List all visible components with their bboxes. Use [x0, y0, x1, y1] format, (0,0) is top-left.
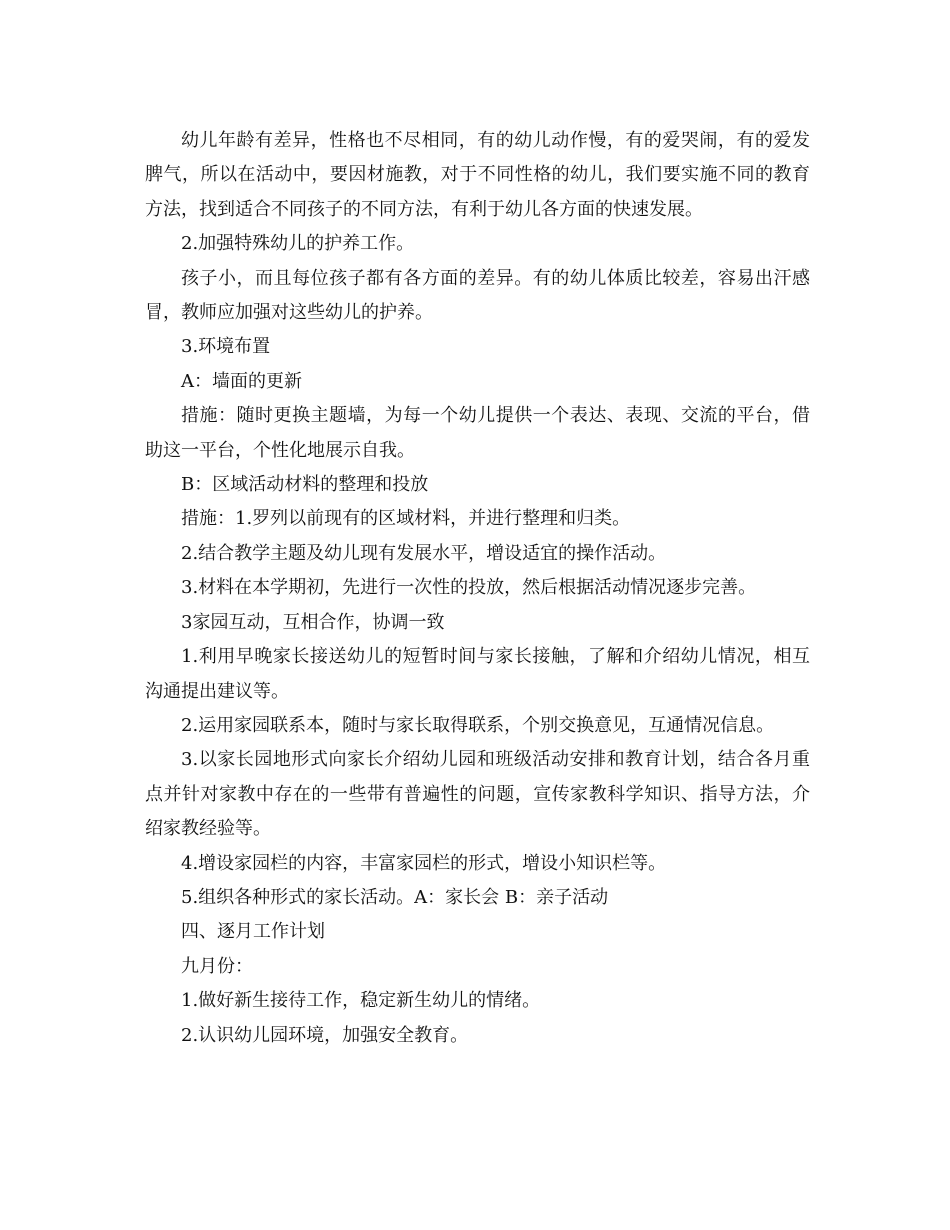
paragraph: 幼儿年龄有差异，性格也不尽相同，有的幼儿动作慢，有的爱哭闹，有的爱发脾气，所以在活动中，要因材施教，对于不同性格的幼儿，我们要实施不同的教育方法，找到适合不同孩子的不同方法，有利于幼儿各方面的快速发展。 [145, 130, 810, 220]
paragraph: 3.环境布置 [181, 336, 271, 358]
paragraph: 1.做好新生接待工作，稳定新生幼儿的情绪。 [181, 990, 541, 1012]
paragraph: 3.材料在本学期初，先进行一次性的投放，然后根据活动情况逐步完善。 [181, 577, 757, 599]
paragraph: 3.以家长园地形式向家长介绍幼儿园和班级活动安排和教育计划，结合各月重点并针对家教中存在的一些带有普遍性的问题，宣传家教科学知识、指导方法，介绍家教经验等。 [145, 749, 810, 840]
paragraph: 1.利用早晚家长接送幼儿的短暂时间与家长接触，了解和介绍幼儿情况，相互沟通提出建议等。 [145, 646, 810, 702]
month-heading: 九月份： [181, 955, 253, 977]
paragraph: A：墙面的更新 [181, 370, 302, 392]
paragraph: 2.认识幼儿园环境，加强安全教育。 [181, 1024, 469, 1046]
paragraph: 4.增设家园栏的内容，丰富家园栏的形式，增设小知识栏等。 [181, 852, 667, 874]
paragraph: 措施：1.罗列以前现有的区域材料，并进行整理和归类。 [181, 508, 631, 530]
paragraph: 孩子小，而且每位孩子都有各方面的差异。有的幼儿体质比较差，容易出汗感冒，教师应加强对这些幼儿的护养。 [145, 267, 810, 324]
paragraph: 措施：随时更换主题墙，为每一个幼儿提供一个表达、表现、交流的平台，借助这一平台，个性化地展示自我。 [145, 405, 810, 461]
paragraph: 2.加强特殊幼儿的护养工作。 [181, 233, 415, 255]
paragraph: 3家园互动，互相合作，协调一致 [181, 611, 445, 633]
paragraph: 2.结合教学主题及幼儿现有发展水平，增设适宜的操作活动。 [181, 542, 667, 564]
paragraph: B：区域活动材料的整理和投放 [181, 474, 429, 496]
document-body [145, 124, 810, 1053]
paragraph: 2.运用家园联系本，随时与家长取得联系，个别交换意见，互通情况信息。 [181, 714, 775, 736]
paragraph: 5.组织各种形式的家长活动。A：家长会 B：亲子活动 [181, 886, 609, 908]
section-heading: 四、逐月工作计划 [181, 921, 325, 943]
